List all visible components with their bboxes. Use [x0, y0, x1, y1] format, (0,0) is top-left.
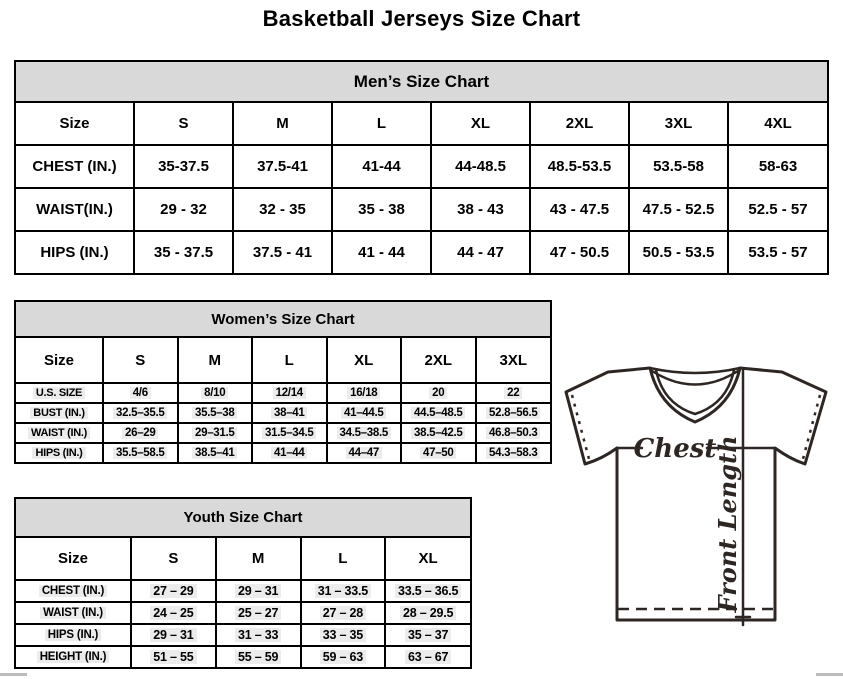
size-column-header: M: [233, 103, 332, 145]
womens-size-table: [16, 338, 550, 462]
measurement-label: [16, 580, 131, 602]
measurement-label: CHEST (IN.): [16, 145, 134, 188]
mens-size-table: [16, 103, 827, 273]
size-column-header: M: [178, 338, 253, 383]
highlighted-text: BUST (IN.): [30, 407, 87, 419]
measurement-value: [252, 443, 327, 462]
highlighted-text: 46.8–50.3: [486, 427, 540, 439]
measurement-value: [401, 443, 476, 462]
measurement-value: 44-48.5: [431, 145, 530, 188]
highlighted-text: 41–44: [271, 447, 307, 459]
highlighted-text: 31.5–34.5: [262, 427, 316, 439]
highlighted-text: 32.5–35.5: [113, 407, 167, 419]
measurement-value: 48.5-53.5: [530, 145, 629, 188]
highlighted-text: 44–47: [346, 447, 382, 459]
size-column-header: M: [216, 538, 301, 580]
highlighted-text: 35.5–58.5: [113, 447, 167, 459]
measurement-value: 43 - 47.5: [530, 188, 629, 231]
measurement-value: [131, 646, 216, 667]
size-column-header: L: [332, 103, 431, 145]
measurement-label: [16, 646, 131, 667]
measurement-value: 53.5 - 57: [728, 231, 827, 273]
measurement-row: [16, 602, 470, 624]
highlighted-text: 52.8–56.5: [486, 407, 540, 419]
measurement-label: [16, 602, 131, 624]
measurement-value: 58-63: [728, 145, 827, 188]
measurement-row: [16, 646, 470, 667]
size-column-header: 3XL: [629, 103, 728, 145]
highlighted-text: 12/14: [273, 387, 306, 399]
womens-size-chart: [14, 300, 552, 464]
size-label-header: Size: [16, 338, 103, 383]
size-column-header: XL: [327, 338, 402, 383]
highlighted-text: 8/10: [201, 387, 228, 399]
youth-size-table: [16, 538, 470, 667]
highlighted-text: 31 – 33.5: [315, 584, 371, 598]
measurement-value: [385, 624, 470, 646]
highlighted-text: 41–44.5: [341, 407, 386, 419]
highlighted-text: 25 – 27: [235, 606, 281, 620]
womens-size-chart-caption: Women’s Size Chart: [16, 302, 550, 338]
measurement-value: [252, 423, 327, 443]
size-column-header: S: [103, 338, 178, 383]
measurement-value: 35 - 38: [332, 188, 431, 231]
size-header-row: [16, 103, 827, 145]
highlighted-text: 34.5–38.5: [337, 427, 391, 439]
highlighted-text: 51 – 55: [150, 650, 196, 664]
measurement-label: [16, 423, 103, 443]
measurement-value: [103, 443, 178, 462]
size-column-header: L: [301, 538, 386, 580]
measurement-label: [16, 403, 103, 423]
highlighted-text: WAIST (IN.): [28, 427, 90, 439]
measurement-value: [103, 423, 178, 443]
measurement-row: [16, 443, 550, 462]
measurement-value: 41 - 44: [332, 231, 431, 273]
size-column-header: S: [134, 103, 233, 145]
measurement-value: [103, 383, 178, 403]
size-label-header: Size: [16, 103, 134, 145]
size-column-header: S: [131, 538, 216, 580]
measurement-value: [178, 403, 253, 423]
highlighted-text: 47–50: [420, 447, 456, 459]
measurement-value: [131, 580, 216, 602]
highlighted-text: HIPS (IN.): [32, 447, 85, 459]
measurement-value: 47 - 50.5: [530, 231, 629, 273]
highlighted-text: 55 – 59: [235, 650, 281, 664]
youth-size-chart: [14, 497, 472, 669]
measurement-value: [327, 443, 402, 462]
highlighted-text: 20: [429, 387, 447, 399]
front-length-label: Front Length: [713, 435, 742, 613]
highlighted-text: 38–41: [271, 407, 307, 419]
measurement-label: [16, 624, 131, 646]
measurement-value: [476, 383, 551, 403]
highlighted-text: 38.5–41: [192, 447, 237, 459]
highlighted-text: 27 – 29: [150, 584, 196, 598]
size-column-header: XL: [431, 103, 530, 145]
highlighted-text: 63 – 67: [405, 650, 451, 664]
measurement-value: [131, 624, 216, 646]
measurement-label: [16, 443, 103, 462]
size-header-row: [16, 338, 550, 383]
highlighted-text: 31 – 33: [235, 628, 281, 642]
measurement-label: WAIST(IN.): [16, 188, 134, 231]
youth-size-chart-caption: Youth Size Chart: [16, 499, 470, 538]
highlighted-text: 54.3–58.3: [486, 447, 540, 459]
measurement-value: 44 - 47: [431, 231, 530, 273]
highlighted-text: U.S. SIZE: [33, 387, 85, 399]
measurement-value: [178, 383, 253, 403]
highlighted-text: WAIST (IN.): [40, 607, 106, 619]
size-column-header: XL: [385, 538, 470, 580]
measurement-value: 35 - 37.5: [134, 231, 233, 273]
highlighted-text: 38.5–42.5: [411, 427, 465, 439]
measurement-row: [16, 188, 827, 231]
measurement-row: [16, 403, 550, 423]
measurement-value: 38 - 43: [431, 188, 530, 231]
measurement-value: [216, 646, 301, 667]
highlighted-text: 59 – 63: [320, 650, 366, 664]
measurement-value: 52.5 - 57: [728, 188, 827, 231]
highlighted-text: 27 – 28: [320, 606, 366, 620]
measurement-value: 32 - 35: [233, 188, 332, 231]
measurement-value: [385, 580, 470, 602]
measurement-value: [252, 383, 327, 403]
horizontal-scrollbar-fragment-left[interactable]: [0, 673, 27, 676]
highlighted-text: 26–29: [122, 427, 158, 439]
measurement-value: [301, 580, 386, 602]
jersey-outline: [566, 368, 826, 620]
measurement-value: [216, 624, 301, 646]
measurement-row: [16, 231, 827, 273]
measurement-value: 35-37.5: [134, 145, 233, 188]
measurement-row: [16, 383, 550, 403]
measurement-value: [178, 443, 253, 462]
highlighted-text: 29 – 31: [235, 584, 281, 598]
measurement-value: [178, 423, 253, 443]
highlighted-text: 16/18: [347, 387, 380, 399]
measurement-value: [301, 602, 386, 624]
highlighted-text: 29–31.5: [192, 427, 237, 439]
measurement-value: [103, 403, 178, 423]
highlighted-text: 24 – 25: [150, 606, 196, 620]
size-column-header: L: [252, 338, 327, 383]
measurement-value: [385, 602, 470, 624]
measurement-value: [476, 403, 551, 423]
measurement-value: 53.5-58: [629, 145, 728, 188]
highlighted-text: 33.5 – 36.5: [395, 584, 461, 598]
size-column-header: 3XL: [476, 338, 551, 383]
measurement-value: [301, 624, 386, 646]
mens-size-chart: [14, 60, 829, 275]
measurement-value: [401, 383, 476, 403]
measurement-value: [301, 646, 386, 667]
measurement-value: [327, 403, 402, 423]
measurement-value: 37.5 - 41: [233, 231, 332, 273]
measurement-value: [131, 602, 216, 624]
measurement-value: [385, 646, 470, 667]
measurement-label: [16, 383, 103, 403]
measurement-value: [327, 423, 402, 443]
highlighted-text: 33 – 35: [320, 628, 366, 642]
measurement-value: [401, 403, 476, 423]
size-label-header: Size: [16, 538, 131, 580]
horizontal-scrollbar-fragment-right[interactable]: [816, 673, 843, 676]
measurement-value: [327, 383, 402, 403]
highlighted-text: 4/6: [130, 387, 151, 399]
highlighted-text: 44.5–48.5: [411, 407, 465, 419]
measurement-value: 41-44: [332, 145, 431, 188]
size-header-row: [16, 538, 470, 580]
measurement-value: [476, 443, 551, 462]
measurement-value: [216, 602, 301, 624]
highlighted-text: 29 – 31: [150, 628, 196, 642]
size-column-header: 2XL: [530, 103, 629, 145]
size-column-header: 4XL: [728, 103, 827, 145]
measurement-value: 29 - 32: [134, 188, 233, 231]
measurement-row: [16, 145, 827, 188]
measurement-value: 50.5 - 53.5: [629, 231, 728, 273]
measurement-value: [476, 423, 551, 443]
mens-size-chart-caption: Men’s Size Chart: [16, 62, 827, 103]
measurement-value: 47.5 - 52.5: [629, 188, 728, 231]
chest-label: Chest: [633, 434, 717, 464]
highlighted-text: CHEST (IN.): [39, 585, 107, 597]
highlighted-text: HEIGHT (IN.): [37, 651, 110, 663]
measurement-row: [16, 580, 470, 602]
jersey-measurement-diagram: [556, 362, 840, 642]
highlighted-text: 35.5–38: [192, 407, 237, 419]
measurement-row: [16, 423, 550, 443]
measurement-label: HIPS (IN.): [16, 231, 134, 273]
highlighted-text: HIPS (IN.): [45, 629, 101, 641]
page-title: Basketball Jerseys Size Chart: [262, 6, 581, 31]
measurement-row: [16, 624, 470, 646]
measurement-value: [401, 423, 476, 443]
measurement-value: [252, 403, 327, 423]
measurement-value: [216, 580, 301, 602]
measurement-value: 37.5-41: [233, 145, 332, 188]
highlighted-text: 22: [504, 387, 522, 399]
size-column-header: 2XL: [401, 338, 476, 383]
highlighted-text: 35 – 37: [405, 628, 451, 642]
collar-lines: [650, 368, 740, 414]
highlighted-text: 28 – 29.5: [400, 606, 456, 620]
